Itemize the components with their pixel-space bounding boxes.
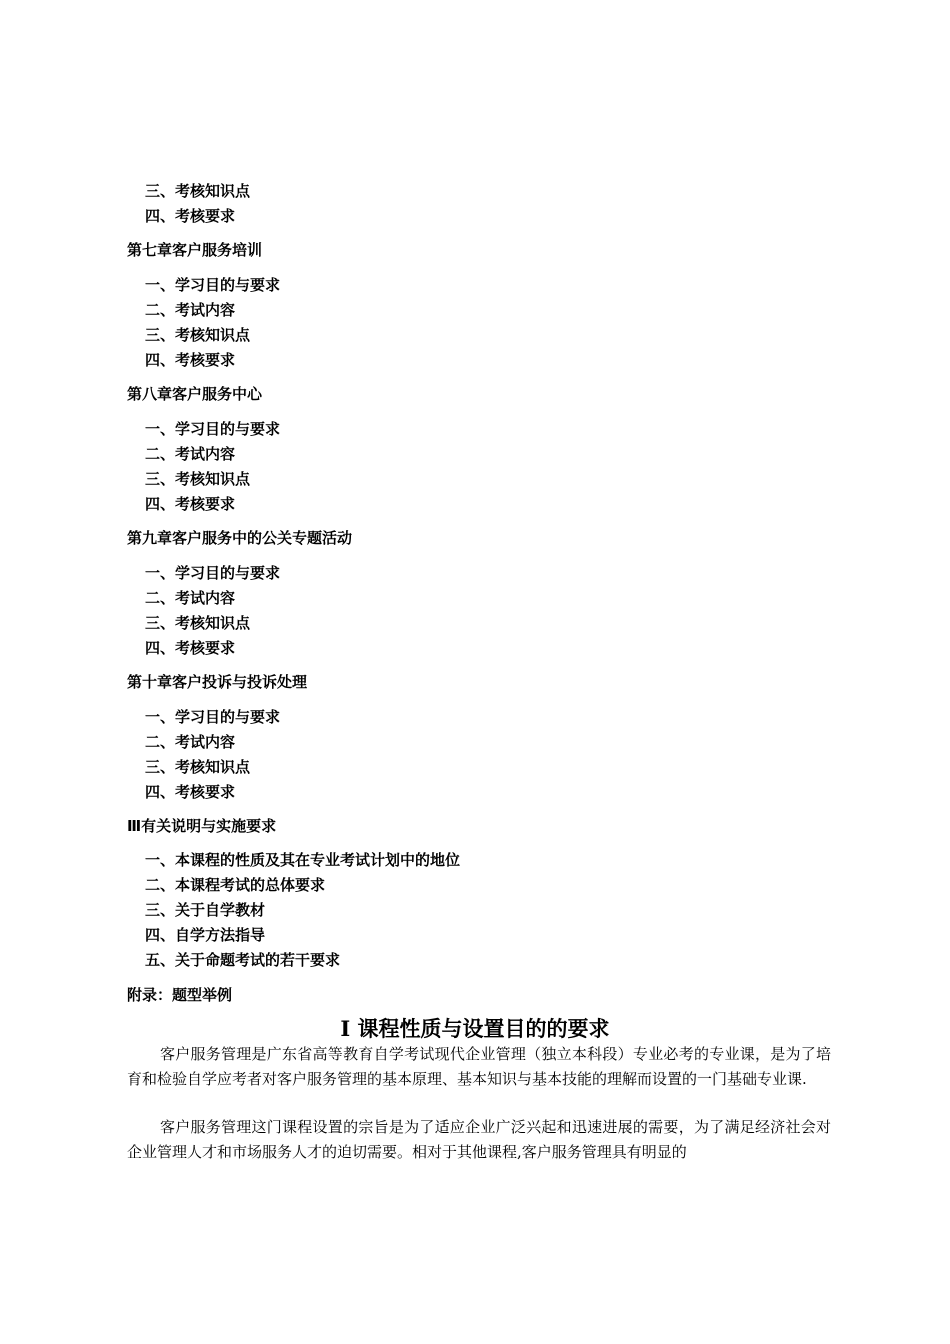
toc-chapter-heading: 第十章客户投诉与投诉处理 bbox=[127, 673, 308, 691]
toc-item: 三、考核知识点 bbox=[145, 470, 251, 488]
toc-item: 三、考核知识点 bbox=[145, 758, 251, 776]
toc-chapter-heading: 第九章客户服务中的公关专题活动 bbox=[127, 529, 353, 547]
toc-chapter-heading: 第八章客户服务中心 bbox=[127, 385, 263, 403]
toc-item: 三、考核知识点 bbox=[145, 614, 251, 632]
toc-item: 四、考核要求 bbox=[145, 639, 236, 657]
toc-item: 四、考核要求 bbox=[145, 351, 236, 369]
toc-item: 二、考试内容 bbox=[145, 589, 236, 607]
toc-item: 一、本课程的性质及其在专业考试计划中的地位 bbox=[145, 851, 461, 869]
toc-item: 二、考试内容 bbox=[145, 733, 236, 751]
toc-item: 五、关于命题考试的若干要求 bbox=[145, 951, 341, 969]
toc-appendix: 附录：题型举例 bbox=[127, 986, 233, 1004]
toc-item: 一、学习目的与要求 bbox=[145, 708, 281, 726]
toc-item: 四、自学方法指导 bbox=[145, 926, 266, 944]
body-paragraph: 客户服务管理是广东省高等教育自学考试现代企业管理（独立本科段）专业必考的专业课，是为了培育和检验自学应考者对客户服务管理的基本原理、基本知识与基本技能的理解而设置的一门基础专业课. bbox=[127, 1045, 831, 1088]
toc-item: 一、学习目的与要求 bbox=[145, 564, 281, 582]
toc-item: 三、考核知识点 bbox=[145, 326, 251, 344]
toc-item: 三、考核知识点 bbox=[145, 182, 251, 200]
toc-item: 二、考试内容 bbox=[145, 445, 236, 463]
body-paragraph: 客户服务管理这门课程设置的宗旨是为了适应企业广泛兴起和迅速进展的需要，为了满足经济社会对企业管理人才和市场服务人才的迫切需要。相对于其他课程,客户服务管理具有明显的 bbox=[127, 1118, 831, 1161]
toc-part-heading: Ⅲ有关说明与实施要求 bbox=[127, 817, 277, 835]
toc-item: 四、考核要求 bbox=[145, 495, 236, 513]
toc-item: 四、考核要求 bbox=[145, 783, 236, 801]
toc-item: 一、学习目的与要求 bbox=[145, 420, 281, 438]
toc-item: 二、考试内容 bbox=[145, 301, 236, 319]
toc-item: 二、本课程考试的总体要求 bbox=[145, 876, 326, 894]
section-title: Ⅰ 课程性质与设置目的的要求 bbox=[340, 1016, 610, 1041]
toc-chapter-heading: 第七章客户服务培训 bbox=[127, 241, 263, 259]
toc-item: 四、考核要求 bbox=[145, 207, 236, 225]
toc-item: 一、学习目的与要求 bbox=[145, 276, 281, 294]
toc-item: 三、关于自学教材 bbox=[145, 901, 266, 919]
